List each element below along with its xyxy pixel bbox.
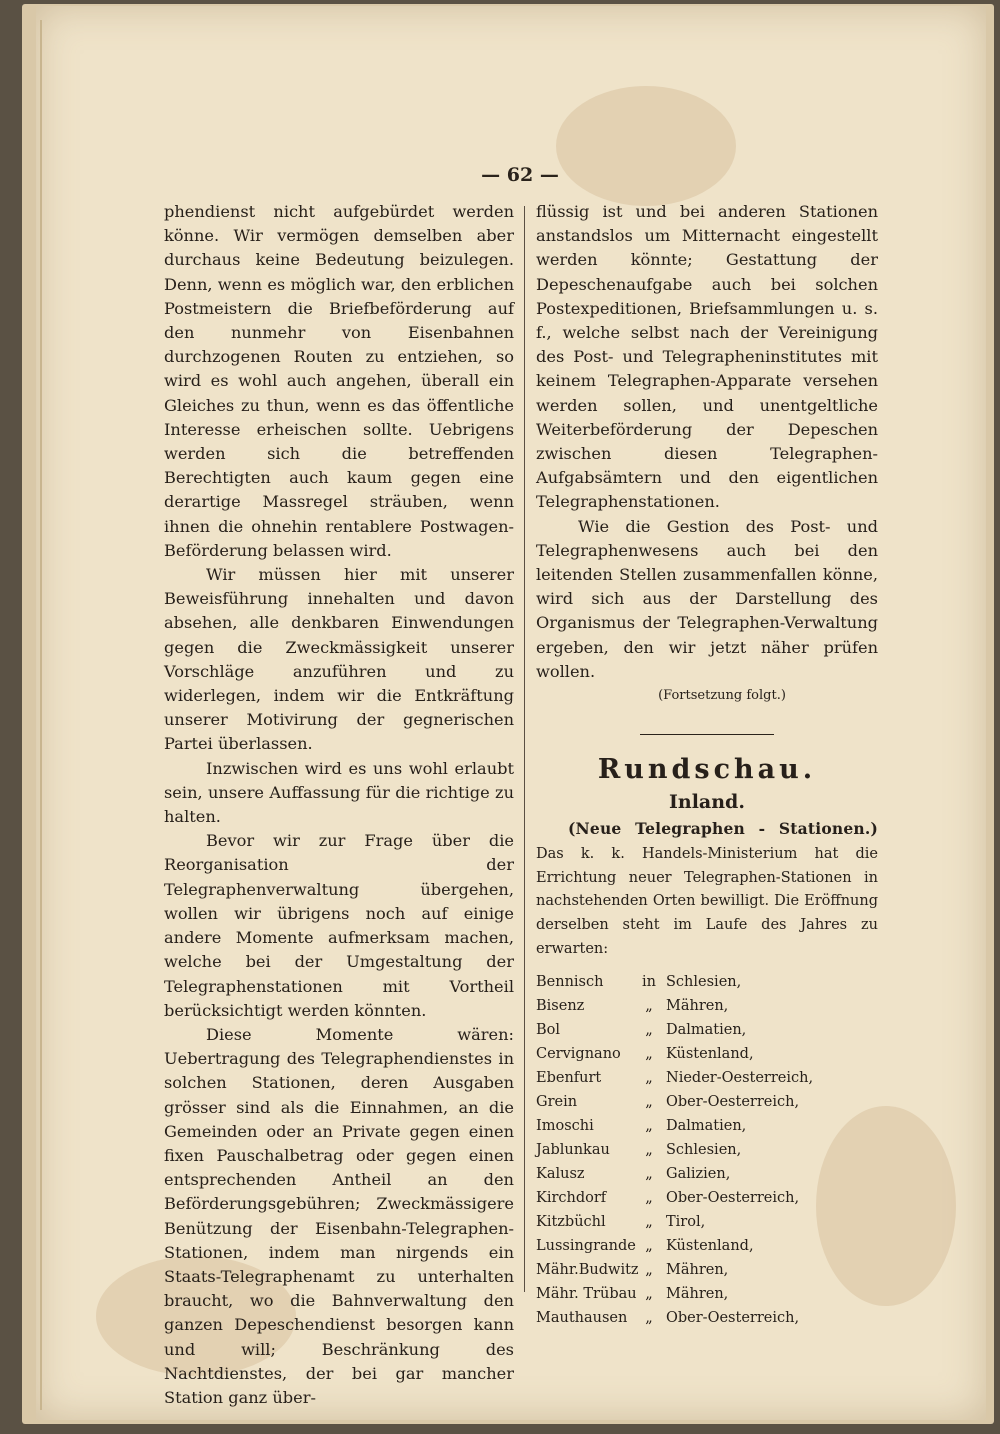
- station-region: Dalmatien,: [666, 1021, 747, 1038]
- station-name: Jablunkau: [536, 1141, 610, 1158]
- left-column: [164, 200, 514, 1410]
- paragraph: Diese Momente wären: Uebertragung des Telegraphendienstes in solchen Stationen, deren Ausgaben grösser sind als die Einnahmen, an die Gemeinden oder an Private gegen einen fixen Pauschalbetrag oder gegen einen entsprechenden Antheil an den Beförderungsgebühren; Zweckmässigere Benützung der Eisenbahn-Telegraphen-Stationen, indem man nirgends ein Staats-Telegraphenamt zu unterhalten braucht, wo die Bahnverwaltung den ganzen Depeschendienst besorgen kann und will; Beschränkung des Nachtdienstes, der bei gar mancher Station ganz über-: [164, 1024, 514, 1407]
- station-in: „: [645, 1165, 653, 1182]
- station-in: „: [645, 1237, 653, 1254]
- station-row: [536, 1258, 878, 1282]
- paragraph: Wir müssen hier mit unserer Beweisführung innehalten und davon absehen, alle denkbaren Einwendungen gegen die Zweckmässigkeit unserer Vorschläge anzuführen und zu widerlegen, indem wir die Entkräftung unserer Motivirung der gegnerischen Partei überlassen.: [164, 565, 514, 754]
- right-column: [536, 200, 878, 1330]
- paragraph: Bevor wir zur Frage über die Reorganisation der Telegraphenverwaltung übergehen, wollen wir übrigens noch auf einige andere Momente aufmerksam machen, welche bei der Umgestaltung der Telegraphenstationen mit Vortheil berücksichtigt werden könnten.: [164, 831, 514, 1020]
- station-row: [536, 1066, 878, 1090]
- station-name: Ebenfurt: [536, 1069, 602, 1086]
- news-heading: (Neue Telegraphen - Stationen.): [568, 819, 878, 839]
- station-in: „: [645, 1213, 653, 1230]
- column-divider: [524, 206, 525, 1292]
- page-binding-edge: [40, 20, 42, 1410]
- station-region: Mähren,: [666, 1261, 729, 1278]
- station-list: [536, 970, 878, 1330]
- station-region: Mähren,: [666, 997, 729, 1014]
- station-name: Grein: [536, 1093, 578, 1110]
- news-text: Das k. k. Handels-Ministerium hat die Errichtung neuer Telegraphen-Stationen in nachstehenden Orten bewilligt. Die Eröffnung derselben steht im Laufe des Jahres zu erwarten:: [536, 845, 878, 958]
- station-in: „: [645, 1189, 653, 1206]
- section-rule: [640, 734, 774, 735]
- station-region: Küstenland,: [666, 1045, 754, 1062]
- station-row: [536, 1162, 878, 1186]
- station-row: [536, 1042, 878, 1066]
- station-name: Kitzbüchl: [536, 1213, 606, 1230]
- station-in: „: [645, 1045, 653, 1062]
- news-item: [536, 817, 878, 962]
- station-name: Mähr. Trübau: [536, 1285, 637, 1302]
- station-name: Mähr.Budwitz: [536, 1261, 639, 1278]
- station-region: Ober-Oesterreich,: [666, 1309, 800, 1326]
- station-name: Bol: [536, 1021, 561, 1038]
- station-region: Ober-Oesterreich,: [666, 1189, 800, 1206]
- station-row: [536, 1090, 878, 1114]
- subsection-title: Inland.: [669, 791, 745, 814]
- station-region: Schlesien,: [666, 1141, 742, 1158]
- station-name: Lussingrande: [536, 1237, 636, 1254]
- station-in: „: [645, 1069, 653, 1086]
- station-name: Cervignano: [536, 1045, 621, 1062]
- station-row: [536, 1234, 878, 1258]
- station-name: Kirchdorf: [536, 1189, 607, 1206]
- station-row: [536, 994, 878, 1018]
- station-region: Schlesien,: [666, 973, 742, 990]
- station-in: „: [645, 1093, 653, 1110]
- station-row: [536, 970, 878, 994]
- station-name: Mauthausen: [536, 1309, 628, 1326]
- station-in: „: [645, 1117, 653, 1134]
- paragraph: phendienst nicht aufgebürdet werden könne. Wir vermögen demselben aber durchaus keine Bedeutung beizulegen. Denn, wenn es möglich war, den erblichen Postmeistern die Briefbeförderung auf den nunmehr von Eisenbahnen durchzogenen Routen zu entziehen, so wird es wohl auch angehen, überall ein Gleiches zu thun, wenn es das öffentliche Interesse erheischen sollte. Uebrigens werden sich die betreffenden Berechtigten auch kaum gegen eine derartige Massregel sträuben, wenn ihnen die ohnehin rentablere Postwagen-Beförderung belassen wird.: [164, 202, 514, 560]
- station-name: Bisenz: [536, 997, 585, 1014]
- station-in: „: [645, 1141, 653, 1158]
- station-row: [536, 1306, 878, 1330]
- station-in: „: [645, 1309, 653, 1326]
- station-name: Kalusz: [536, 1165, 585, 1182]
- paragraph: Wie die Gestion des Post- und Telegraphenwesens auch bei den leitenden Stellen zusammenfallen könne, wird sich aus der Darstellung des Organismus der Telegraphen-Verwaltung ergeben, den wir jetzt näher prüfen wollen.: [536, 516, 878, 681]
- station-row: [536, 1282, 878, 1306]
- station-in: „: [645, 1021, 653, 1038]
- station-region: Galizien,: [666, 1165, 731, 1182]
- station-region: Tirol,: [666, 1213, 706, 1230]
- station-in: „: [645, 1261, 653, 1278]
- paper-stain: [556, 86, 736, 206]
- continuation-note: (Fortsetzung folgt.): [658, 688, 786, 704]
- station-region: Ober-Oesterreich,: [666, 1093, 800, 1110]
- station-region: Dalmatien,: [666, 1117, 747, 1134]
- paragraph: Inzwischen wird es uns wohl erlaubt sein, unsere Auffassung für die richtige zu halten.: [164, 758, 514, 827]
- station-region: Mähren,: [666, 1285, 729, 1302]
- page-number: — 62 —: [481, 164, 559, 186]
- station-row: [536, 1114, 878, 1138]
- paragraph: flüssig ist und bei anderen Stationen anstandslos um Mitternacht eingestellt werden könnte; Gestattung der Depeschenaufgabe auch bei solchen Postexpeditionen, Briefsammlungen u. s. f., welche selbst nach der Vereinigung des Post- und Telegrapheninstitutes mit keinem Telegraphen-Apparate versehen werden sollen, und unentgeltliche Weiterbeförderung der Depeschen zwischen diesen Telegraphen-Aufgabsämtern und den eigentlichen Telegraphenstationen.: [536, 202, 878, 512]
- station-region: Nieder-Oesterreich,: [666, 1069, 814, 1086]
- station-name: Imoschi: [536, 1117, 594, 1134]
- station-row: [536, 1018, 878, 1042]
- station-name: Bennisch: [536, 973, 604, 990]
- station-row: [536, 1210, 878, 1234]
- station-row: [536, 1186, 878, 1210]
- station-region: Küstenland,: [666, 1237, 754, 1254]
- section-title: Rundschau.: [597, 754, 817, 786]
- station-row: [536, 1138, 878, 1162]
- station-in: „: [645, 997, 653, 1014]
- station-in: „: [645, 1285, 653, 1302]
- station-in: in: [642, 973, 656, 990]
